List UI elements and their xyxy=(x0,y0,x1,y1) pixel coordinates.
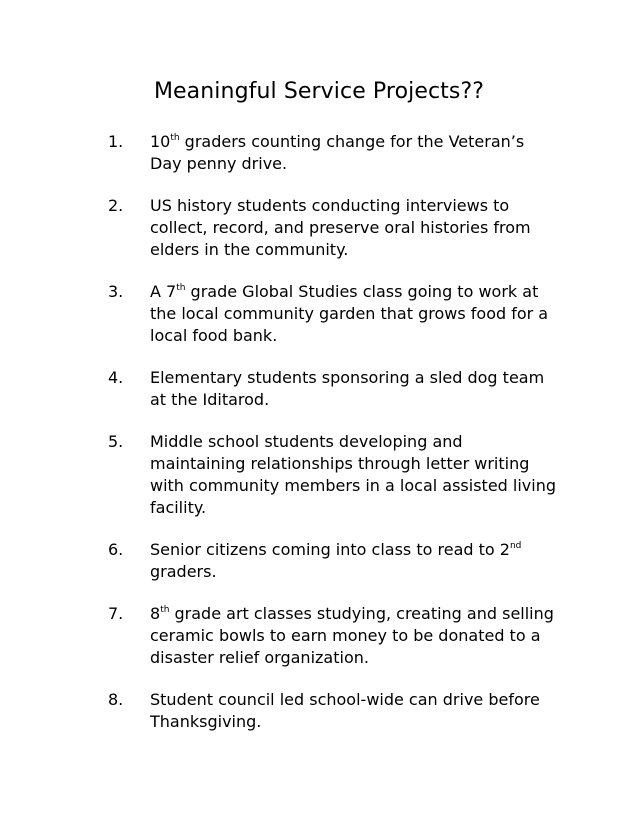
list-item xyxy=(108,603,558,669)
list-item xyxy=(108,431,558,519)
item-text xyxy=(150,131,558,175)
item-number: 6. xyxy=(108,540,124,559)
list-item xyxy=(108,131,558,175)
list-item xyxy=(108,689,558,733)
item-text xyxy=(150,431,558,519)
item-number: 3. xyxy=(108,282,124,301)
list-item xyxy=(108,281,558,347)
item-text-part: Middle school students developing and maintaining relationships through letter writing with community members in a local assisted living facility. xyxy=(150,432,557,517)
item-number: 1. xyxy=(108,132,124,151)
item-number: 2. xyxy=(108,196,124,215)
list-item xyxy=(108,539,558,583)
item-text-part: 8 xyxy=(150,604,161,623)
item-text-part: Senior citizens coming into class to read to 2 xyxy=(150,540,510,559)
item-text-part: A 7 xyxy=(150,282,177,301)
item-number: 7. xyxy=(108,604,124,623)
item-text xyxy=(150,195,558,261)
ordinal-suffix: th xyxy=(160,605,170,615)
item-text-part: graders. xyxy=(150,562,217,581)
item-number: 5. xyxy=(108,432,124,451)
list-item xyxy=(108,195,558,261)
project-list xyxy=(108,131,558,753)
document-title: Meaningful Service Projects?? xyxy=(153,79,485,104)
ordinal-suffix: th xyxy=(176,283,186,293)
item-text-part: grade art classes studying, creating and selling ceramic bowls to earn money to be donated to a disaster relief organization. xyxy=(150,604,554,667)
item-text-part: grade Global Studies class going to work at the local community garden that grows food for a local food bank. xyxy=(150,282,549,345)
item-text xyxy=(150,603,558,669)
item-text xyxy=(150,539,558,583)
item-text xyxy=(150,367,558,411)
item-text-part: Student council led school-wide can drive before Thanksgiving. xyxy=(150,690,540,731)
item-number: 4. xyxy=(108,368,124,387)
item-text-part: US history students conducting interviews to collect, record, and preserve oral histories from elders in the community. xyxy=(150,196,531,259)
item-text-part: Elementary students sponsoring a sled dog team at the Iditarod. xyxy=(150,368,545,409)
item-text-part: graders counting change for the Veteran’s Day penny drive. xyxy=(150,132,525,173)
item-text xyxy=(150,281,558,347)
item-text-part: 10 xyxy=(150,132,171,151)
item-number: 8. xyxy=(108,690,124,709)
item-text xyxy=(150,689,558,733)
ordinal-suffix: nd xyxy=(509,541,522,551)
ordinal-suffix: th xyxy=(170,133,180,143)
list-item xyxy=(108,367,558,411)
